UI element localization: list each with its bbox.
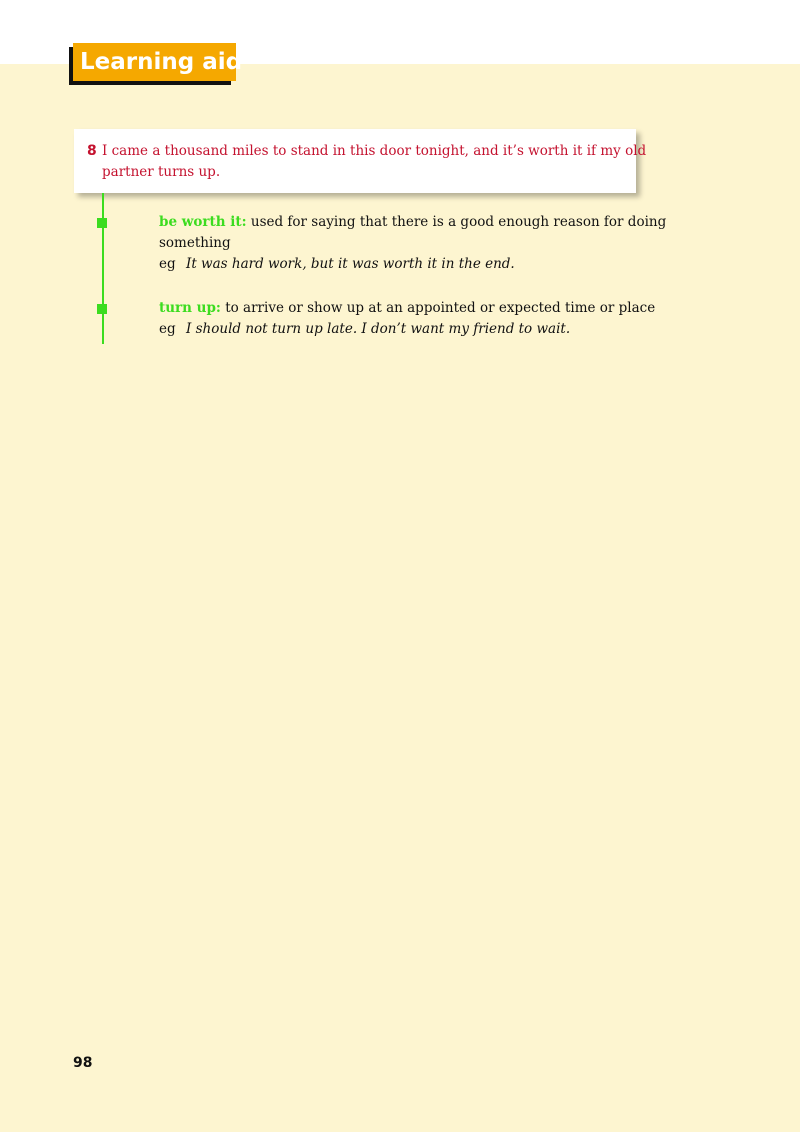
quote-line-2: partner turns up. — [102, 164, 221, 180]
vocab-term: turn up: — [159, 300, 221, 316]
vocab-entry-turn-up — [159, 298, 656, 340]
vocab-bullet-1 — [97, 218, 107, 228]
vocab-bullet-2 — [97, 304, 107, 314]
vocab-example-line — [159, 254, 629, 275]
quote-line-1: I came a thousand miles to stand in this door tonight, and it’s worth it if my old — [102, 143, 647, 159]
vocab-example-line — [159, 319, 629, 340]
quote-text — [102, 141, 647, 183]
vocab-timeline-line — [102, 193, 104, 344]
eg-label: eg — [159, 321, 176, 337]
learning-aid-banner: Learning aid — [73, 43, 236, 81]
quote-number: 8 — [87, 143, 97, 159]
vocab-entry-be-worth-it — [159, 212, 667, 275]
vocab-definition: to arrive or show up at an appointed or expected time or place — [220, 300, 656, 316]
quote-box — [74, 129, 647, 193]
eg-label: eg — [159, 256, 176, 272]
vocab-example: I should not turn up late. I don’t want my friend to wait. — [186, 321, 571, 337]
vocab-entry-line — [159, 298, 656, 319]
vocab-definition-continued: something — [159, 235, 231, 251]
vocab-definition: used for saying that there is a good enough reason for doing — [246, 214, 667, 230]
vocab-example: It was hard work, but it was worth it in the end. — [186, 256, 515, 272]
vocab-term: be worth it: — [159, 214, 247, 230]
page-number: 98 — [73, 1055, 93, 1071]
vocab-entry-line — [159, 212, 667, 233]
